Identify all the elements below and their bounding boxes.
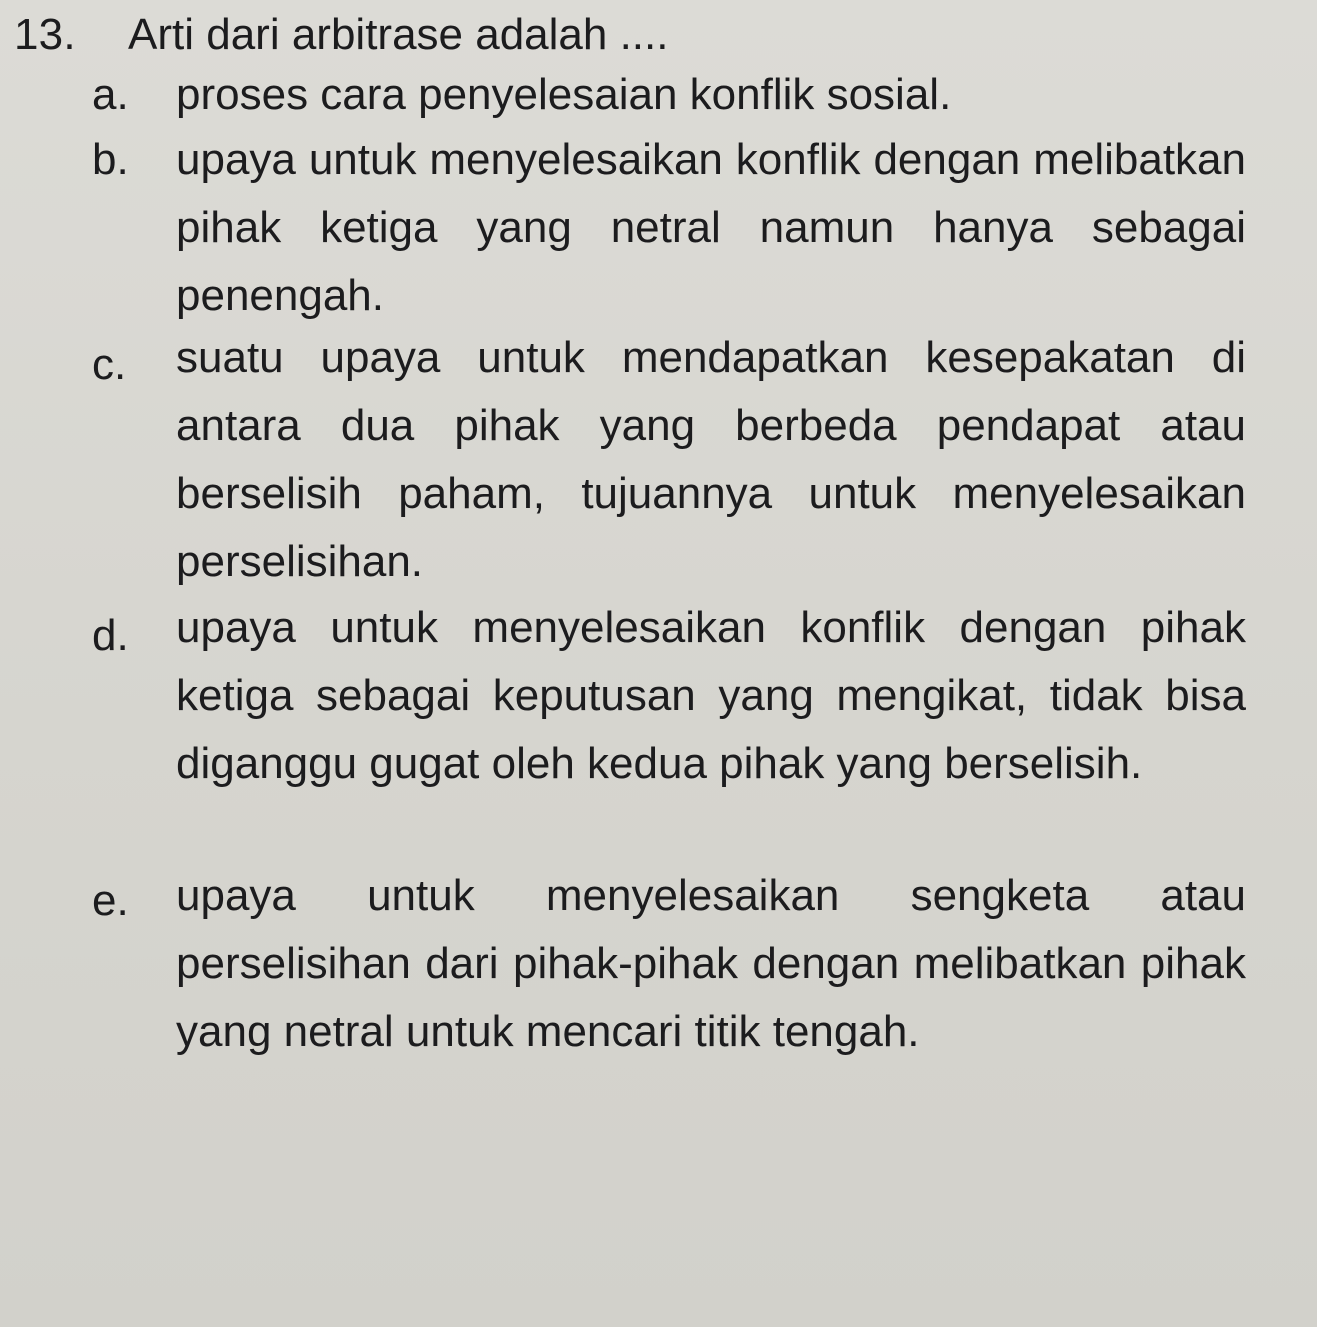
option-e-text: upaya untuk menyelesaikan sengketa atau perselisihan dari pihak-pihak dengan melibatkan pihak yang netral untuk mencari titik tengah. bbox=[176, 871, 1246, 1056]
option-e-label: e. bbox=[92, 876, 129, 925]
option-a-text: proses cara penyelesaian konflik sosial. bbox=[176, 70, 952, 119]
question-number: 13. bbox=[14, 10, 76, 59]
question-text: Arti dari arbitrase adalah .... bbox=[128, 10, 669, 59]
option-d-label: d. bbox=[92, 611, 129, 660]
option-c-text: suatu upaya untuk mendapatkan kesepakatan di antara dua pihak yang berbeda pendapat atau berselisih paham, tujuannya untuk menyelesaikan perselisihan. bbox=[176, 333, 1246, 586]
option-c-label: c. bbox=[92, 340, 127, 389]
option-a-label: a. bbox=[92, 70, 129, 119]
option-b-text: upaya untuk menyelesaikan konflik dengan melibatkan pihak ketiga yang netral namun hanya sebagai penengah. bbox=[176, 135, 1246, 320]
option-d-text: upaya untuk menyelesaikan konflik dengan pihak ketiga sebagai keputusan yang mengikat, tidak bisa diganggu gugat oleh kedua pihak yang berselisih. bbox=[176, 603, 1246, 788]
option-b-label: b. bbox=[92, 135, 129, 184]
